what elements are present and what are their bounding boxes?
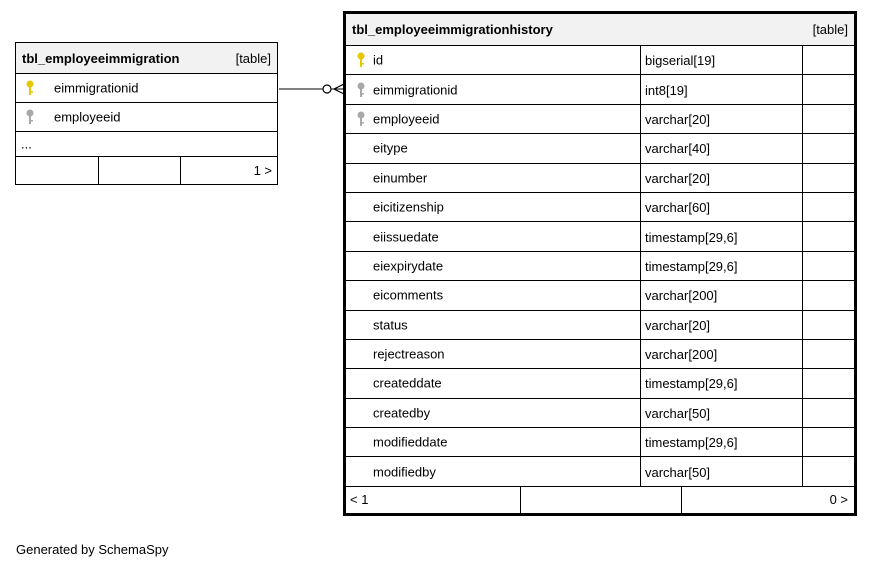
footer-cell-parents[interactable]: < 1	[346, 487, 521, 513]
foreign-key-icon	[356, 82, 366, 98]
column-row-eiissuedate[interactable]	[346, 222, 854, 251]
column-row-createdby[interactable]	[346, 399, 854, 428]
generated-by-text: Generated by SchemaSpy	[16, 542, 169, 557]
more-columns-row	[16, 132, 277, 157]
column-type: timestamp[29,6]	[640, 222, 803, 251]
footer-cell-children[interactable]: 0 >	[829, 492, 848, 508]
column-type: bigserial[19]	[640, 46, 803, 75]
column-name: eimmigrationid	[373, 82, 458, 98]
column-type: timestamp[29,6]	[640, 428, 803, 457]
column-type: varchar[60]	[640, 193, 803, 222]
column-name: rejectreason	[373, 346, 445, 362]
column-name: eimmigrationid	[54, 80, 139, 96]
column-type: varchar[50]	[640, 399, 803, 428]
table-footer	[346, 487, 854, 513]
column-row-eicitizenship[interactable]	[346, 193, 854, 222]
column-row-status[interactable]	[346, 311, 854, 340]
column-row-eitype[interactable]	[346, 134, 854, 163]
column-type: varchar[40]	[640, 134, 803, 163]
column-list	[16, 74, 277, 132]
column-row-einumber[interactable]	[346, 164, 854, 193]
column-row-eicomments[interactable]	[346, 281, 854, 310]
column-name: employeeid	[373, 111, 440, 127]
column-name: eicomments	[373, 287, 444, 303]
primary-key-icon	[25, 80, 35, 96]
foreign-key-icon	[25, 109, 35, 125]
table-footer	[16, 157, 277, 184]
primary-key-icon	[356, 52, 366, 68]
table-header[interactable]	[346, 14, 854, 46]
column-row-modifieddate[interactable]	[346, 428, 854, 457]
column-row-modifiedby[interactable]	[346, 457, 854, 486]
footer-cell-middle	[521, 487, 682, 513]
footer-cell-children[interactable]: 1 >	[253, 163, 272, 178]
column-row-createddate[interactable]	[346, 369, 854, 398]
table-tbl-employeeimmigration[interactable]	[15, 42, 278, 185]
column-type: varchar[200]	[640, 281, 803, 310]
column-row-id[interactable]	[346, 46, 854, 75]
column-name: createdby	[373, 405, 431, 421]
column-name: eiexpirydate	[373, 258, 444, 274]
table-tbl-employeeimmigrationhistory[interactable]	[343, 11, 857, 516]
table-name[interactable]: tbl_employeeimmigrationhistory	[352, 22, 553, 37]
table-kind-label: [table]	[812, 22, 848, 37]
foreign-key-icon	[356, 111, 366, 127]
column-name: createddate	[373, 375, 442, 391]
column-name: modifiedby	[373, 464, 436, 480]
footer-cell-middle	[99, 157, 181, 184]
column-name: status	[373, 317, 408, 333]
column-row-rejectreason[interactable]	[346, 340, 854, 369]
column-type: int8[19]	[640, 75, 803, 104]
column-row-eimmigrationid[interactable]	[346, 75, 854, 104]
column-name: employeeid	[54, 109, 121, 125]
column-name: id	[373, 52, 384, 68]
column-row-eiexpirydate[interactable]	[346, 252, 854, 281]
column-row-employeeid[interactable]	[346, 105, 854, 134]
ellipsis-text: ...	[21, 136, 32, 152]
column-type: varchar[20]	[640, 164, 803, 193]
table-kind-label: [table]	[235, 50, 271, 66]
column-row-employeeid[interactable]	[16, 103, 277, 132]
column-name: eitype	[373, 140, 408, 156]
column-name: eiissuedate	[373, 229, 439, 245]
footer-cell-parents	[16, 157, 99, 184]
column-list	[346, 46, 854, 487]
column-type: timestamp[29,6]	[640, 252, 803, 281]
column-type: timestamp[29,6]	[640, 369, 803, 398]
column-name: eicitizenship	[373, 199, 444, 215]
column-type: varchar[200]	[640, 340, 803, 369]
table-name[interactable]: tbl_employeeimmigration	[22, 50, 180, 66]
zero-cardinality-icon	[323, 85, 331, 93]
column-type: varchar[20]	[640, 105, 803, 134]
column-name: einumber	[373, 170, 428, 186]
column-type: varchar[20]	[640, 311, 803, 340]
table-header[interactable]	[16, 43, 277, 74]
column-type: varchar[50]	[640, 457, 803, 486]
column-row-eimmigrationid[interactable]	[16, 74, 277, 103]
column-name: modifieddate	[373, 434, 448, 450]
